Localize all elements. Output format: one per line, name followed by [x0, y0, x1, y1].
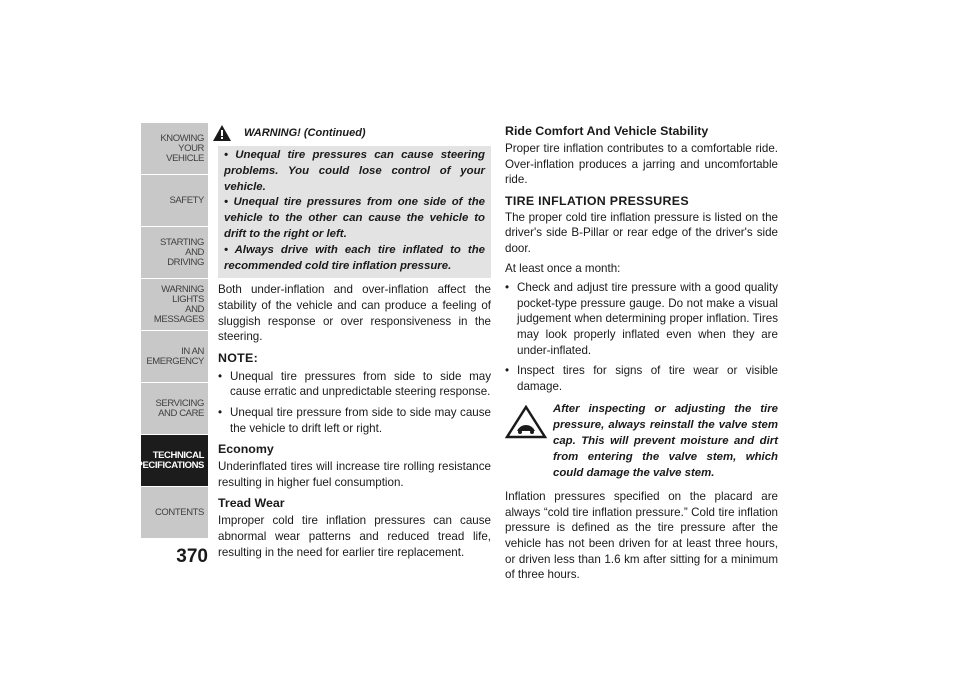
list-item: • Inspect tires for signs of tire wear or visible damage.: [505, 363, 778, 394]
list-item: • Unequal tire pressure from side to side may cause the vehicle to drift left or right.: [218, 405, 491, 436]
intro-paragraph: Both under-inflation and over-inflation affect the stability of the vehicle and can produce a feeling of sluggish response or over responsiveness in the steering.: [218, 283, 491, 344]
warning-heading: [212, 124, 491, 146]
list-item: • Unequal tire pressures from side to side may cause erratic and unpredictable steering response.: [218, 369, 491, 400]
warning-title: WARNING! (Continued): [244, 127, 366, 139]
tread-wear-heading: Tread Wear: [218, 496, 285, 511]
note-heading: NOTE:: [218, 350, 259, 365]
ride-comfort-paragraph: Proper tire inflation contributes to a comfortable ride. Over-inflation produces a jarring and uncomfortable ride.: [505, 142, 778, 187]
tab-knowing-your-vehicle[interactable]: KNOWING YOUR VEHICLE: [141, 123, 208, 174]
right-column: [505, 124, 778, 583]
warning-box: [218, 146, 491, 278]
closing-paragraph: Inflation pressures specified on the placard are always “cold tire inflation pressure.” Cold tire inflation pressure is defined as the tire pressure after the vehicle has not been driven for at least three hours, or driven less than 1.6 km after sitting for a minimum of three hours.: [505, 490, 778, 582]
tab-servicing-and-care[interactable]: SERVICING AND CARE: [141, 383, 208, 434]
tab-in-an-emergency[interactable]: IN AN EMERGENCY: [141, 331, 208, 382]
note-list: [218, 369, 491, 436]
list-item: • Check and adjust tire pressure with a good quality pocket-type pressure gauge. Do not make a visual judgement when determining proper inflation. Tires may look properly inflated even when they are under-inflated.: [505, 280, 778, 358]
tire-inflation-paragraph: The proper cold tire inflation pressure is listed on the driver's side B-Pillar or rear edge of the driver's side door.: [505, 210, 778, 255]
page-number: 370: [176, 546, 208, 567]
monthly-intro: At least once a month:: [505, 261, 621, 275]
warning-item: • Unequal tire pressures from one side of the vehicle to the other can cause the vehicle to drift to the right or left.: [224, 196, 485, 240]
warning-triangle-icon: [212, 124, 232, 142]
warning-item: • Always drive with each tire inflated to the recommended cold tire inflation pressure.: [224, 243, 485, 272]
economy-paragraph: Underinflated tires will increase tire rolling resistance resulting in higher fuel consumption.: [218, 460, 491, 489]
caution-text: After inspecting or adjusting the tire pressure, always reinstall the valve stem cap. This will prevent moisture and dirt from entering the valve stem, which could damage the valve stem.: [553, 403, 778, 479]
ride-comfort-heading: Ride Comfort And Vehicle Stability: [505, 124, 709, 138]
tread-wear-paragraph: Improper cold tire inflation pressures can cause abnormal wear patterns and reduced tread life, resulting in the need for earlier tire replacement.: [218, 514, 491, 559]
warning-item: • Unequal tire pressures can cause steering problems. You could lose control of your vehicle.: [224, 149, 485, 193]
caution-car-icon: [505, 405, 547, 439]
tab-contents[interactable]: CONTENTS: [141, 487, 208, 538]
left-column: [218, 124, 491, 560]
tab-warning-lights[interactable]: WARNING LIGHTS AND MESSAGES: [141, 279, 208, 330]
tire-inflation-heading: TIRE INFLATION PRESSURES: [505, 193, 689, 208]
side-tab-nav: [130, 123, 208, 539]
tab-starting-and-driving[interactable]: STARTING AND DRIVING: [141, 227, 208, 278]
monthly-list: [505, 280, 778, 394]
tab-technical-specifications[interactable]: TECHNICAL SPECIFICATIONS: [141, 435, 208, 486]
caution-block: [505, 402, 778, 481]
tab-safety[interactable]: SAFETY: [141, 175, 208, 226]
economy-heading: Economy: [218, 442, 274, 457]
